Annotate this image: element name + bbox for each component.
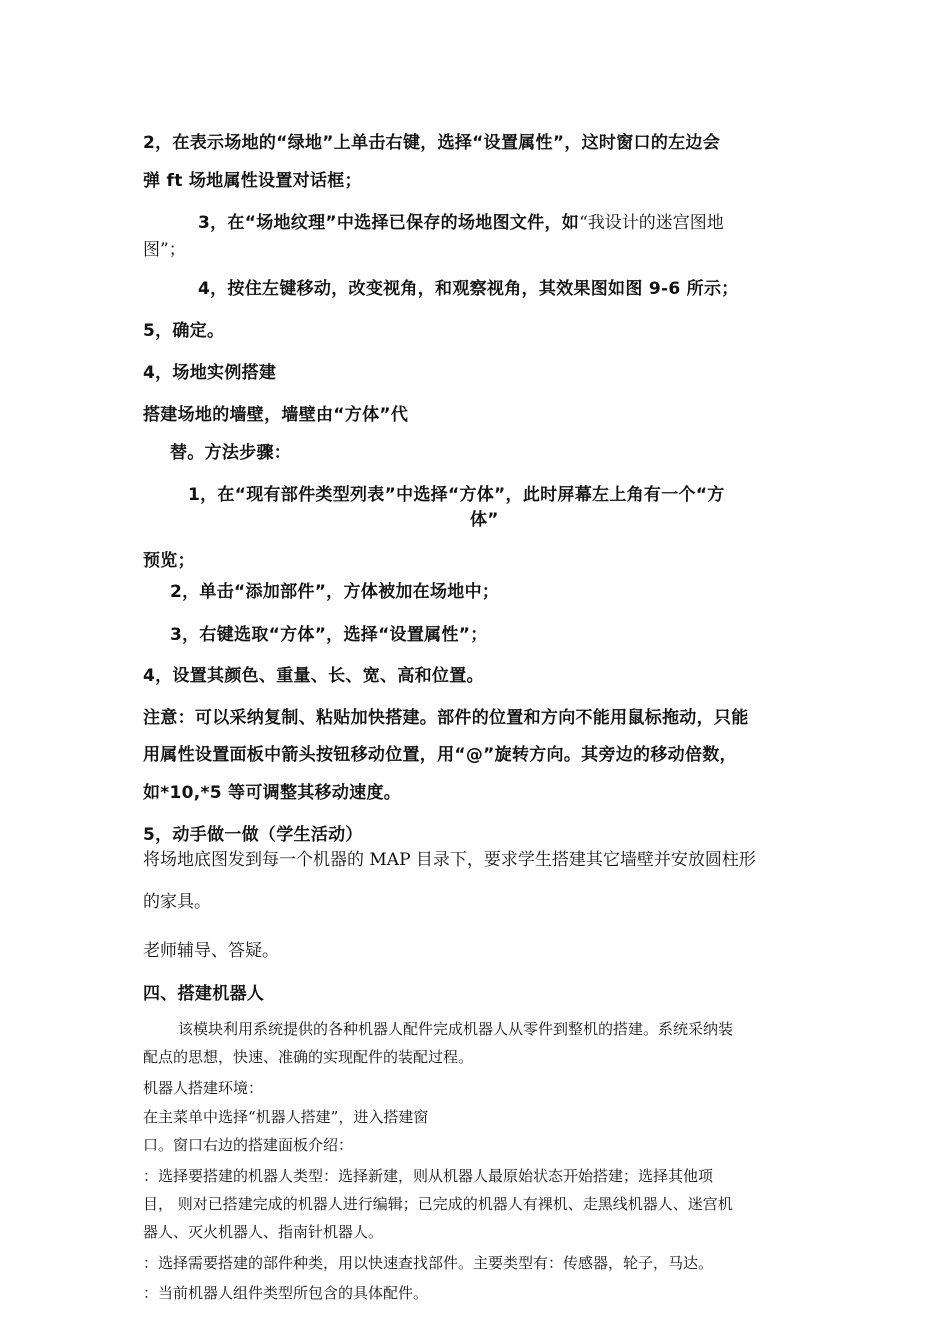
wall-step-1-line-3: 预览； bbox=[143, 551, 195, 571]
wall-step-1-line-1: 1，在“现有部件类型列表”中选择“方体”，此时屏幕左上角有一个“方 bbox=[188, 485, 725, 505]
robot-env-label: 机器人搭建环境： bbox=[143, 1079, 264, 1097]
step-3-line-2: 图”； bbox=[143, 240, 186, 260]
wall-step-2-line: 2，单击“添加部件”，方体被加在场地中； bbox=[170, 582, 500, 602]
section-heading-field-example: 4，场地实例搭建 bbox=[143, 363, 277, 383]
wall-step-4-line: 4，设置其颜色、重量、长、宽、高和位置。 bbox=[143, 666, 484, 686]
robot-type-line-2: 目， 则对已搭建完成的机器人进行编辑；已完成的机器人有裸机、走黑线机器人、迷宫机 bbox=[143, 1195, 733, 1213]
wall-intro-line-1: 搭建场地的墙壁，墙壁由“方体”代 bbox=[143, 405, 409, 425]
teacher-guidance-line: 老师辅导、答疑。 bbox=[143, 941, 279, 961]
step-5-line: 5，确定。 bbox=[143, 321, 225, 341]
hands-on-line-1: 将场地底图发到每一个机器的 MAP 目录下，要求学生搭建其它墙壁并安放圆柱形 bbox=[143, 850, 756, 870]
robot-env-line-1: 在主菜单中选择“机器人搭建”，进入搭建窗 bbox=[143, 1108, 429, 1126]
robot-env-line-2: 口。窗口右边的搭建面板介绍： bbox=[143, 1136, 354, 1154]
robot-intro-line-1: 该模块利用系统提供的各种机器人配件完成机器人从零件到整机的搭建。系统采纳装 bbox=[178, 1020, 734, 1038]
wall-intro-line-2: 替。方法步骤： bbox=[170, 443, 292, 463]
wall-step-1-line-2: 体” bbox=[470, 510, 499, 530]
part-kind-line: ：选择需要搭建的部件种类，用以快速查找部件。主要类型有：传感器，轮子，马达。 bbox=[143, 1254, 714, 1272]
step-4-line: 4，按住左键移动，改变视角，和观察视角，其效果图如图 9-6 所示； bbox=[198, 279, 739, 299]
section-heading-robot-build: 四、搭建机器人 bbox=[143, 984, 265, 1004]
step-3-line-1 bbox=[198, 208, 724, 233]
robot-type-line-1: ：选择要搭建的机器人类型：选择新建，则从机器人最原始状态开始搭建；选择其他项 bbox=[143, 1167, 714, 1185]
step-2-line-1: 2，在表示场地的“绿地”上单击右键，选择“设置属性”，这时窗口的左边会 bbox=[143, 133, 721, 153]
note-line-3: 如*10,*5 等可调整其移动速度。 bbox=[143, 783, 402, 803]
hands-on-line-2: 的家具。 bbox=[143, 892, 211, 912]
robot-type-line-3: 器人、灭火机器人、指南针机器人。 bbox=[143, 1223, 384, 1241]
note-line-2: 用属性设置面板中箭头按钮移动位置，用“@”旋转方向。其旁边的移动倍数， bbox=[143, 745, 737, 765]
step-3-text: 3，在“场地纹理”中选择已保存的场地图文件，如 bbox=[198, 213, 580, 233]
section-heading-hands-on: 5，动手做一做（学生活动） bbox=[143, 825, 363, 845]
robot-intro-line-2: 配点的思想，快速、准确的实现配件的装配过程。 bbox=[143, 1048, 474, 1066]
component-line: ：当前机器人组件类型所包含的具体配件。 bbox=[143, 1284, 429, 1302]
wall-step-3-line: 3，右键选取“方体”，选择“设置属性”； bbox=[170, 625, 488, 645]
step-3-quote: “我设计的迷宫图地 bbox=[579, 213, 724, 233]
note-line-1: 注意：可以采纳复制、粘贴加快搭建。部件的位置和方向不能用鼠标拖动，只能 bbox=[143, 708, 749, 728]
step-2-line-2: 弹 ft 场地属性设置对话框； bbox=[143, 171, 362, 191]
